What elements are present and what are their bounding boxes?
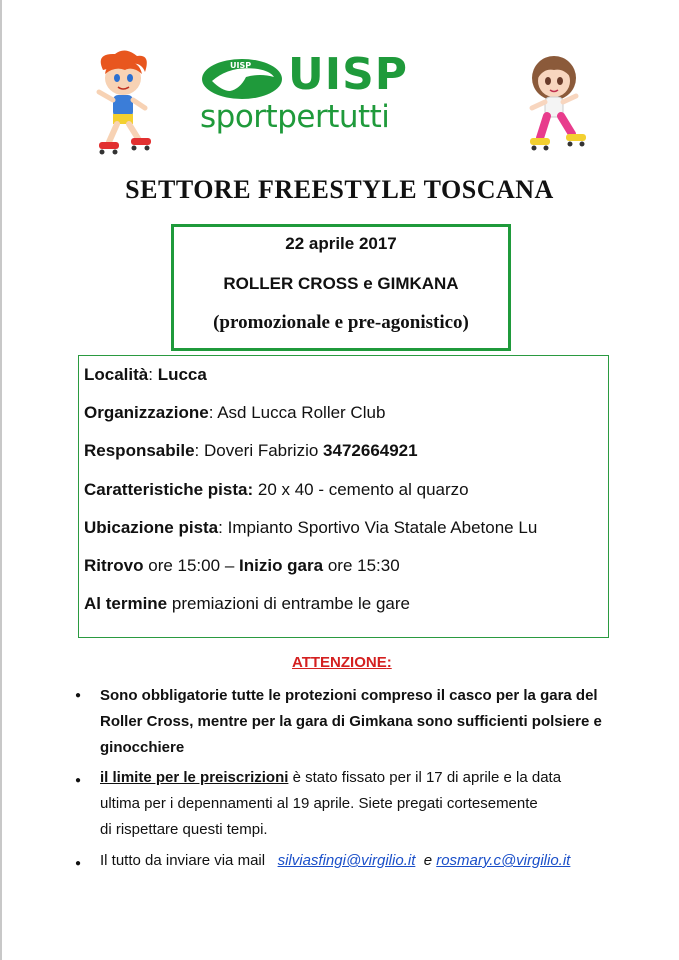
uisp-logo bbox=[200, 49, 480, 145]
info-end bbox=[84, 594, 410, 614]
logo-name: UISP bbox=[288, 49, 409, 100]
info-manager-sep: : bbox=[194, 441, 204, 460]
event-subtitle: (promozionale e pre-agonistico) bbox=[213, 312, 469, 333]
email-link-silvia[interactable]: silviasfingi@virgilio.it bbox=[277, 852, 416, 869]
info-meeting-label: Ritrovo bbox=[84, 556, 144, 575]
event-name: ROLLER CROSS e GIMKANA bbox=[223, 274, 459, 293]
info-organization bbox=[84, 403, 385, 423]
bullet-icon: ● bbox=[75, 690, 82, 701]
info-start-time: ore 15:30 bbox=[327, 556, 400, 575]
info-track bbox=[84, 480, 469, 500]
bullet3-conj: e bbox=[423, 852, 433, 869]
bullet-item-mail bbox=[100, 848, 630, 874]
info-end-label: Al termine bbox=[84, 594, 168, 613]
info-location-sep: : bbox=[148, 365, 158, 384]
info-organization-sep: : bbox=[208, 403, 218, 422]
bullet-icon: ● bbox=[75, 775, 82, 786]
info-location-value: Lucca bbox=[157, 365, 207, 384]
info-box bbox=[78, 355, 609, 638]
email-link-rosmary[interactable]: rosmary.c@virgilio.it bbox=[436, 852, 571, 869]
event-date: 22 aprile 2017 bbox=[285, 234, 397, 253]
info-location bbox=[84, 365, 207, 385]
notice-heading-text: ATTENZIONE bbox=[292, 654, 387, 671]
kid-skater-girl-icon bbox=[516, 50, 596, 160]
uisp-logo-icon bbox=[200, 55, 285, 103]
bullet2-line1-rest: è stato fissato per il 17 di aprile e la data bbox=[288, 769, 562, 786]
bullet1-line2: Roller Cross, mentre per la gara di Gimkana sono sufficienti polsiere e bbox=[100, 713, 602, 730]
info-manager-label: Responsabile bbox=[84, 441, 195, 460]
bullet-icon: ● bbox=[75, 858, 82, 869]
info-track-location-value: Impianto Sportivo Via Statale Abetone Lu bbox=[227, 518, 538, 537]
info-organization-label: Organizzazione bbox=[84, 403, 209, 422]
event-box bbox=[171, 224, 511, 351]
info-track-label: Caratteristiche pista: bbox=[84, 480, 254, 499]
info-organization-value: Asd Lucca Roller Club bbox=[217, 403, 386, 422]
kid-skater-boy-icon bbox=[85, 48, 165, 163]
bullet2-line3: di rispettare questi tempi. bbox=[100, 821, 268, 838]
bullet3-text: Il tutto da inviare via mail bbox=[100, 852, 266, 869]
info-track-location bbox=[84, 518, 537, 538]
logo-tagline: sportpertutti bbox=[200, 99, 390, 135]
bullet-item-deadline bbox=[100, 765, 630, 843]
info-meeting-dash: – bbox=[224, 556, 235, 575]
bullet1-line3: ginocchiere bbox=[100, 739, 185, 756]
info-meeting bbox=[84, 556, 400, 576]
notice-heading bbox=[292, 654, 392, 671]
page-title: SETTORE FREESTYLE TOSCANA bbox=[125, 175, 554, 204]
bullet1-line1: Sono obbligatorie tutte le protezioni compreso il casco per la gara del bbox=[100, 687, 598, 704]
bullet-item-protections bbox=[100, 683, 630, 761]
notice-heading-colon: : bbox=[386, 654, 392, 671]
bullet2-underlined: il limite per le preiscrizioni bbox=[100, 769, 289, 786]
info-track-location-sep: : bbox=[218, 518, 228, 537]
info-start-label: Inizio gara bbox=[239, 556, 324, 575]
info-manager-value: Doveri Fabrizio bbox=[204, 441, 319, 460]
bullet2-line2: ultima per i depennamenti al 19 aprile. Siete pregati cortesemente bbox=[100, 795, 538, 812]
info-track-location-label: Ubicazione pista bbox=[84, 518, 219, 537]
info-location-label: Località bbox=[84, 365, 149, 384]
info-manager bbox=[84, 441, 418, 461]
info-manager-phone: 3472664921 bbox=[323, 441, 418, 460]
info-meeting-time: ore 15:00 bbox=[148, 556, 221, 575]
info-end-value: premiazioni di entrambe le gare bbox=[171, 594, 410, 613]
logo-mark-text: UISP bbox=[230, 61, 252, 70]
page-left-border bbox=[0, 0, 2, 960]
info-track-value: 20 x 40 - cemento al quarzo bbox=[257, 480, 469, 499]
